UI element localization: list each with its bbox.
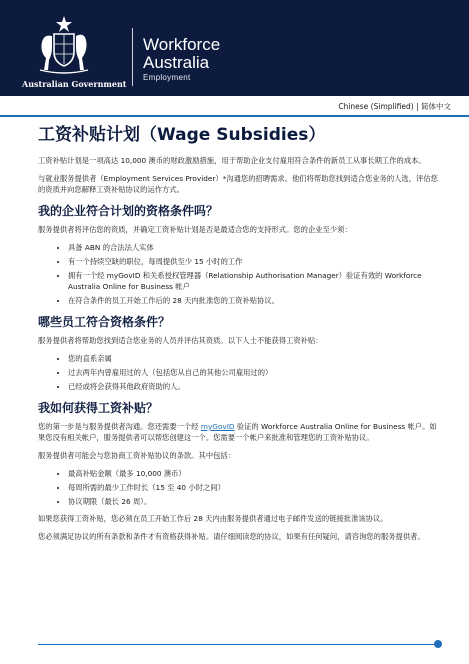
- section-how-to-paragraph-2: 服务提供者可能会与您协商工资补贴协议的条款。其中包括：: [38, 451, 236, 460]
- list-item: • 具备 ABN 的合法法人实体: [68, 242, 438, 253]
- list-item: • 协议期限（最长 26 周）。: [68, 496, 438, 507]
- top-rule: [0, 115, 469, 117]
- section-eligibility-employee-text: 服务提供者将帮助您找到适合您业务的人员并评估其资质。以下人士不能获得工资补贴：: [38, 336, 323, 345]
- brand-line2: Australia: [143, 53, 210, 72]
- list-item: • 有一个持续空缺的职位，每周提供至少 15 小时的工作: [68, 256, 438, 267]
- list-item: • 最高补贴金额（最多 10,000 澳币）: [68, 468, 438, 479]
- list-item: • 在符合条件的员工开始工作后的 28 天内批准您的工资补贴协议。: [68, 295, 438, 306]
- header-divider: [132, 28, 133, 86]
- section-how-to-heading: 我如何获得工资补贴？: [38, 401, 159, 415]
- p1-before: 您的第一步是与服务提供者沟通。您还需要一个经: [38, 422, 201, 431]
- brand-sub: Employment: [143, 73, 191, 82]
- intro-paragraph-1: 工资补贴计划是一项高达 10,000 澳币的财政激励措施，用于帮助企业支付雇用符合条件的新员工从事长期工作的成本。: [38, 156, 426, 165]
- intro-paragraph-2: 与就业服务提供者（Employment Services Provider）*沟通您的招聘需求。他们将帮助您找到适合您业务的人选，评估您的资质并向您解释工资补贴协议的运作方式。: [38, 174, 438, 194]
- section-how-to-paragraph-4: 您必须满足协议的所有条款和条件才有资格获得补贴。请仔细阅读您的协议，如果有任何疑问，请咨询您的服务提供者。: [38, 532, 425, 541]
- page-title: 工资补贴计划（Wage Subsidies）: [38, 125, 326, 145]
- language-label: Chinese (Simplified) | 简体中文: [338, 102, 451, 111]
- business-requirements-list: [38, 242, 438, 306]
- section-eligibility-business-text: 服务提供者将评估您的资质，并确定工资补贴计划是否是最适合您的支持形式。您的企业至少须：: [38, 225, 352, 234]
- list-item: • 每周所需的最少工作时长（15 至 40 小时之间）: [68, 482, 438, 493]
- ineligible-people-list: [38, 353, 438, 392]
- section-eligibility-business-heading: 我的企业符合计划的资格条件吗？: [38, 204, 219, 218]
- agreement-terms-list: [38, 468, 438, 507]
- list-item: • 过去两年内曾雇用过的人（包括您从自己的其他公司雇用过的）: [68, 367, 438, 378]
- coat-of-arms-icon: [34, 14, 94, 76]
- section-eligibility-employee-heading: 哪些员工符合资格条件？: [38, 315, 171, 329]
- brand-logo: [143, 36, 220, 82]
- section-how-to-paragraph-1: [38, 421, 438, 443]
- section-how-to-paragraph-3: 如果您获得工资补贴，您必须在员工开始工作后 28 天内由服务提供者通过电子邮件发送的链接批准该协议。: [38, 514, 388, 523]
- bottom-rule: [38, 644, 436, 645]
- bottom-rule-dot: [434, 640, 442, 648]
- list-item: • 您的直系亲属: [68, 353, 438, 364]
- list-item: • 已经或将会获得其他政府资助的人。: [68, 381, 438, 392]
- brand-line1: Workforce: [143, 35, 221, 54]
- list-item: • 拥有一个经 myGovID 和关系授权管理器（Relationship Authorisation Manager）验证有效的 Workforce Australia Online for Business 帐户: [68, 270, 438, 292]
- government-name: Australian Government: [22, 79, 127, 89]
- p1-after: 验证的 Workforce Australia Online for Business 帐户。如果您没有相关帐户，服务提供者可以帮您创建这一个。您需要一个帐户来批准和管理您的工资补贴协议。: [38, 422, 437, 442]
- mygovid-link[interactable]: myGovID: [200, 422, 235, 431]
- main-content: [38, 124, 438, 549]
- header-banner: [0, 0, 469, 96]
